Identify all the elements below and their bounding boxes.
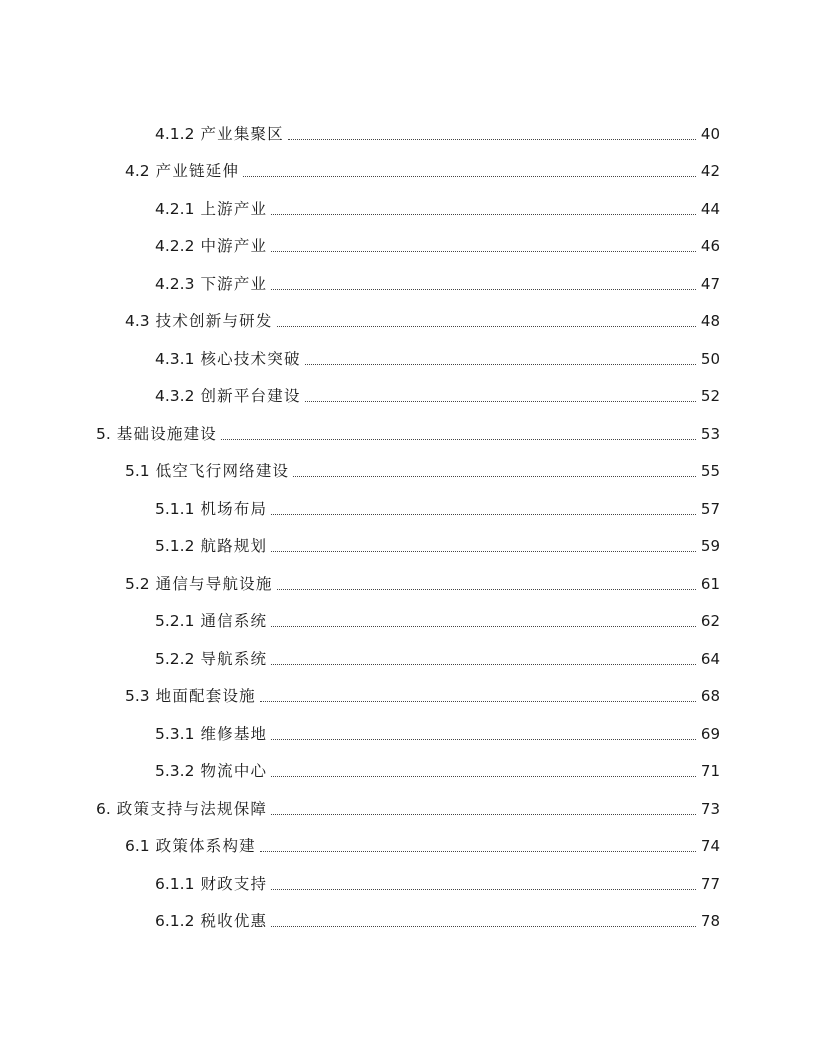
toc-entry-page: 69 <box>700 724 720 743</box>
toc-entry-number: 5.2 <box>125 574 150 593</box>
toc-entry-page: 48 <box>700 312 720 330</box>
dot-leader <box>271 889 696 890</box>
toc-entry-title: 产业集聚区 <box>200 124 284 143</box>
toc-entry[interactable] <box>0 677 816 715</box>
toc-entry-page: 77 <box>700 874 720 893</box>
toc-entry-page: 73 <box>700 799 720 818</box>
toc-entry-page: 50 <box>700 349 720 368</box>
toc-entry-title: 基础设施建设 <box>116 424 217 443</box>
toc-entry-title: 下游产业 <box>200 274 268 293</box>
dot-leader <box>271 551 696 552</box>
toc-entry-title: 航路规划 <box>200 537 268 555</box>
toc-entry-title: 上游产业 <box>200 199 268 218</box>
toc-entry-title: 低空飞行网络建设 <box>155 462 290 480</box>
dot-leader <box>260 701 696 702</box>
toc-entry-number: 4.3.2 <box>155 387 195 405</box>
toc-entry[interactable] <box>0 227 816 265</box>
toc-entry-title: 税收优惠 <box>200 912 268 930</box>
toc-entry[interactable] <box>0 114 816 152</box>
toc-entry-title: 地面配套设施 <box>155 687 256 705</box>
toc-entry-title: 财政支持 <box>200 874 268 893</box>
toc-entry-title: 物流中心 <box>200 762 268 780</box>
toc-entry-number: 6.1 <box>125 837 150 855</box>
toc-entry-label <box>155 536 271 556</box>
toc-entry[interactable] <box>0 864 816 902</box>
toc-entry-page: 57 <box>700 499 720 518</box>
dot-leader <box>305 364 696 365</box>
toc-entry-label <box>155 649 271 669</box>
toc-entry-page: 42 <box>700 162 720 180</box>
toc-entry[interactable] <box>0 264 816 302</box>
dot-leader <box>293 476 696 477</box>
toc-entry-title: 创新平台建设 <box>200 387 301 405</box>
toc-entry-title: 中游产业 <box>200 237 268 255</box>
toc-entry[interactable] <box>0 302 816 340</box>
toc-entry-page: 62 <box>700 612 720 630</box>
toc-entry-page: 44 <box>700 199 720 218</box>
toc-entry[interactable] <box>0 414 816 452</box>
toc-entry[interactable] <box>0 602 816 640</box>
toc-entry-title: 机场布局 <box>200 499 268 518</box>
toc-entry-number: 6.1.2 <box>155 912 195 930</box>
toc-entry-title: 政策支持与法规保障 <box>116 799 268 818</box>
toc-entry-label <box>155 199 271 219</box>
dot-leader <box>271 289 696 290</box>
toc-entry-number: 5.3.2 <box>155 762 195 780</box>
toc-entry-page: 61 <box>700 574 720 593</box>
toc-entry-label <box>155 761 271 781</box>
toc-entry-number: 5.1.1 <box>155 499 195 518</box>
toc-entry-title: 技术创新与研发 <box>155 312 273 330</box>
toc-entry[interactable] <box>0 789 816 827</box>
toc-entry-number: 4.2.1 <box>155 199 195 218</box>
toc-entry-number: 4.2.3 <box>155 274 195 293</box>
toc-entry-number: 5. <box>96 424 111 443</box>
dot-leader <box>271 739 696 740</box>
dot-leader <box>271 251 696 252</box>
toc-entry-page: 46 <box>700 237 720 255</box>
toc-entry-label <box>96 424 221 444</box>
toc-entry-label <box>125 836 260 856</box>
toc-entry-page: 74 <box>700 837 720 855</box>
table-of-contents <box>0 114 816 939</box>
toc-entry-label <box>155 499 271 519</box>
toc-entry-title: 政策体系构建 <box>155 837 256 855</box>
toc-entry-page: 71 <box>700 762 720 780</box>
dot-leader <box>277 589 696 590</box>
toc-entry[interactable] <box>0 189 816 227</box>
toc-entry-number: 4.3.1 <box>155 349 195 368</box>
dot-leader <box>271 214 696 215</box>
toc-entry-label <box>155 349 305 369</box>
toc-entry[interactable] <box>0 564 816 602</box>
toc-entry-number: 4.1.2 <box>155 124 195 143</box>
toc-entry[interactable] <box>0 527 816 565</box>
toc-entry-number: 5.1.2 <box>155 537 195 555</box>
dot-leader <box>271 664 696 665</box>
dot-leader <box>277 326 696 327</box>
toc-entry-label <box>125 311 277 331</box>
toc-entry[interactable] <box>0 152 816 190</box>
toc-entry[interactable] <box>0 639 816 677</box>
toc-entry-label <box>155 911 271 931</box>
toc-entry-title: 核心技术突破 <box>200 349 301 368</box>
toc-entry-label <box>125 686 260 706</box>
toc-entry-number: 6. <box>96 799 111 818</box>
toc-entry-number: 4.2.2 <box>155 237 195 255</box>
dot-leader <box>260 851 696 852</box>
toc-entry-label <box>155 611 271 631</box>
toc-entry-page: 59 <box>700 537 720 555</box>
toc-entry-label <box>155 874 271 894</box>
toc-entry-title: 通信与导航设施 <box>155 574 273 593</box>
toc-entry-title: 导航系统 <box>200 649 268 668</box>
toc-entry-page: 53 <box>700 424 720 443</box>
toc-entry-number: 5.1 <box>125 462 150 480</box>
toc-entry-title: 通信系统 <box>200 612 268 630</box>
toc-entry-number: 5.2.1 <box>155 612 195 630</box>
dot-leader <box>243 176 696 177</box>
toc-entry[interactable] <box>0 752 816 790</box>
toc-entry-label <box>155 274 271 294</box>
toc-entry-number: 4.2 <box>125 162 150 180</box>
toc-entry[interactable] <box>0 377 816 415</box>
toc-entry[interactable] <box>0 489 816 527</box>
toc-entry-page: 47 <box>700 274 720 293</box>
dot-leader <box>271 776 696 777</box>
toc-entry-page: 64 <box>700 649 720 668</box>
dot-leader <box>271 514 696 515</box>
toc-entry[interactable] <box>0 902 816 940</box>
toc-entry-number: 5.3.1 <box>155 724 195 743</box>
dot-leader <box>221 439 696 440</box>
toc-entry-label <box>155 124 288 144</box>
toc-entry-page: 40 <box>700 124 720 143</box>
toc-entry-page: 52 <box>700 387 720 405</box>
toc-entry-label <box>125 461 293 481</box>
dot-leader <box>271 814 696 815</box>
dot-leader <box>271 926 696 927</box>
toc-entry-label <box>155 724 271 744</box>
toc-entry-label <box>96 799 271 819</box>
toc-entry[interactable] <box>0 339 816 377</box>
toc-entry-number: 6.1.1 <box>155 874 195 893</box>
toc-entry-number: 5.2.2 <box>155 649 195 668</box>
dot-leader <box>271 626 696 627</box>
toc-entry-page: 78 <box>700 912 720 930</box>
dot-leader <box>305 401 696 402</box>
toc-entry-number: 5.3 <box>125 687 150 705</box>
toc-entry-title: 维修基地 <box>200 724 268 743</box>
dot-leader <box>288 139 696 140</box>
toc-entry[interactable] <box>0 452 816 490</box>
toc-entry-label <box>155 386 305 406</box>
toc-entry-label <box>155 236 271 256</box>
toc-entry-number: 4.3 <box>125 312 150 330</box>
toc-entry-title: 产业链延伸 <box>155 162 240 180</box>
toc-entry[interactable] <box>0 714 816 752</box>
toc-entry-page: 55 <box>700 462 720 480</box>
toc-entry-page: 68 <box>700 687 720 705</box>
toc-entry[interactable] <box>0 827 816 865</box>
toc-entry-label <box>125 161 243 181</box>
toc-entry-label <box>125 574 277 594</box>
